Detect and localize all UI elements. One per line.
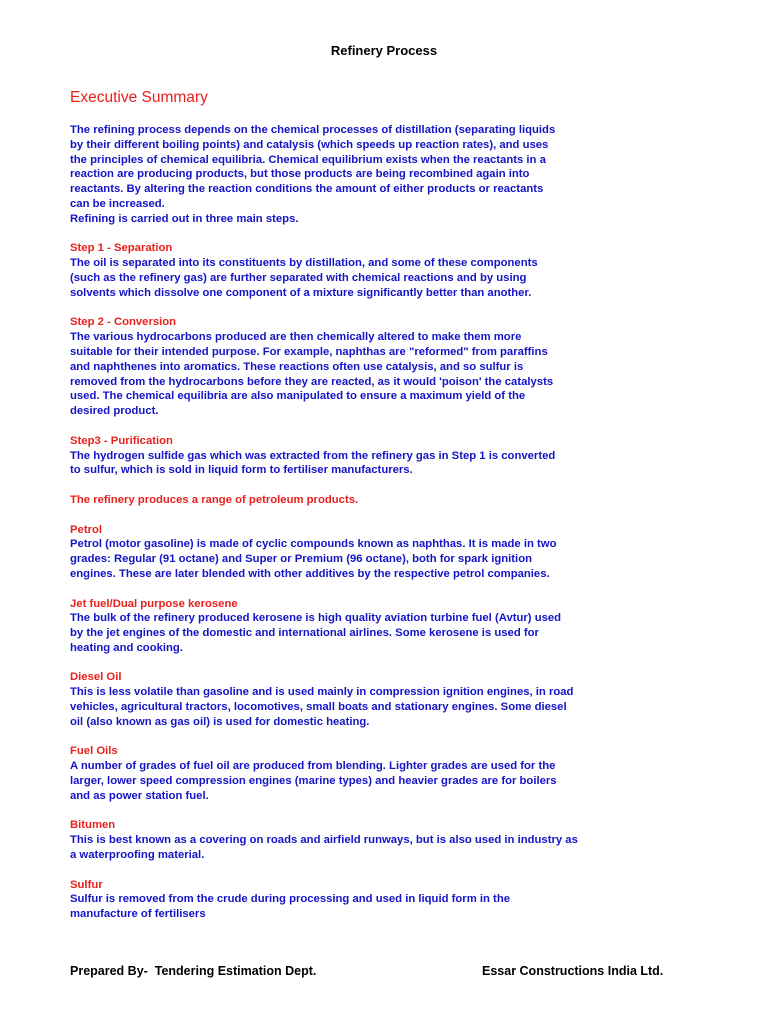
products-intro: The refinery produces a range of petroleum products. [70,493,359,506]
executive-summary-heading: Executive Summary [70,89,208,106]
company-name: Essar Constructions India Ltd. [482,964,664,978]
step-1-heading: Step 1 - Separation [70,242,173,255]
product-sulfur-heading: Sulfur [70,878,103,891]
product-sulfur-text: Sulfur is removed from the crude during processing and used in liquid form in the manufacture of fertilisers [70,893,510,921]
step-2-heading: Step 2 - Conversion [70,316,177,329]
document-body [70,123,640,922]
product-bitumen-text: This is best known as a covering on roads and airfield runways, but is also used in industry as a waterproofing material. [70,834,578,862]
step-2-text: The various hydrocarbons produced are then chemically altered to make them more suitable for their intended purpose. For example, naphthas are "reformed" from paraffins and naphthenes into aromatics. These reactions often use catalysis, and so sulfur is removed from the hydrocarbons before they are reacted, as it would 'poison' the catalysts used. The chemical equilibria are also manipulated to ensure a maximum yield of the desired product. [70,331,554,418]
step-3-heading: Step3 - Purification [70,434,173,447]
product-petrol-text: Petrol (motor gasoline) is made of cyclic compounds known as naphthas. It is made in two grades: Regular (91 octane) and Super or Premium (96 octane), both for spark ignition engines. These are later blended with other additives by the respective petrol companies. [70,538,557,580]
step-3-text: The hydrogen sulfide gas which was extracted from the refinery gas in Step 1 is converted to sulfur, which is sold in liquid form to fertiliser manufacturers. [70,449,556,477]
product-jet-fuel-text: The bulk of the refinery produced kerosene is high quality aviation turbine fuel (Avtur) used by the jet engines of the domestic and international airlines. Some kerosene is used for heating and cooking. [70,612,562,654]
page-footer [70,964,700,978]
document-title: Refinery Process [330,43,438,58]
product-bitumen-heading: Bitumen [70,819,116,832]
product-fuel-oils-heading: Fuel Oils [70,745,118,758]
product-fuel-oils-text: A number of grades of fuel oil are produced from blending. Lighter grades are used for the larger, lower speed compression engines (marine types) and heavier grades are for boilers and as power station fuel. [70,760,557,802]
product-diesel-heading: Diesel Oil [70,671,122,684]
product-diesel-text: This is less volatile than gasoline and is used mainly in compression ignition engines, in road vehicles, agricultural tractors, locomotives, small boats and stationary engines. Some diesel oil (also known as gas oil) is used for domestic heating. [70,686,574,728]
intro-paragraph: The refining process depends on the chemical processes of distillation (separating liquids by their different boiling points) and catalysis (which speeds up reaction rates), and uses the principles of chemical equilibria. Chemical equilibrium exists when the reactants in a reaction are producing products, but those products are being recombined again into reactants. By altering the reaction conditions the amount of either products or reactants can be increased. Refining is carried out in three main steps. [70,124,556,225]
step-1-text: The oil is separated into its constituents by distillation, and some of these components (such as the refinery gas) are further separated with chemical reactions and by using solvents which dissolve one component of a mixture significantly better than another. [70,257,538,299]
product-petrol-heading: Petrol [70,523,103,536]
product-jet-fuel-heading: Jet fuel/Dual purpose kerosene [70,597,238,610]
prepared-by: Prepared By- Tendering Estimation Dept. [70,964,317,978]
